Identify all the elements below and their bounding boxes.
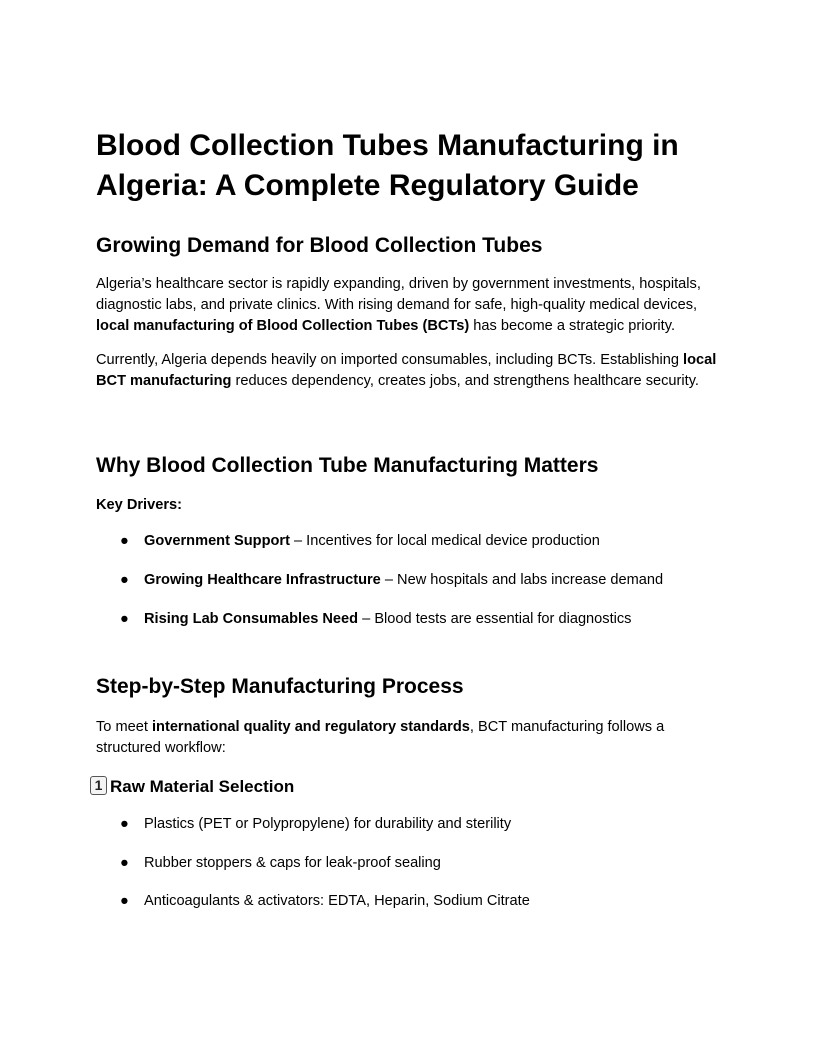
- section-heading-growing-demand: Growing Demand for Blood Collection Tubes: [96, 234, 543, 257]
- bullet-icon: ●: [120, 611, 129, 627]
- section-heading-process: Step-by-Step Manufacturing Process: [96, 675, 464, 698]
- bullet-icon: ●: [120, 572, 129, 588]
- section-heading-why-matters: Why Blood Collection Tube Manufacturing Matters: [96, 454, 599, 477]
- page-title: Blood Collection Tubes Manufacturing in Algeria: A Complete Regulatory Guide: [96, 129, 679, 202]
- key-drivers-label: Key Drivers:: [96, 497, 182, 513]
- paragraph-process-intro: To meet international quality and regulatory standards, BCT manufacturing follows a structured workflow:: [96, 719, 665, 756]
- bullet-icon: ●: [120, 533, 129, 549]
- keycap-number-icon: 1: [90, 776, 107, 795]
- paragraph-healthcare-sector: Algeria’s healthcare sector is rapidly expanding, driven by government investments, hospitals, diagnostic labs, and private clinics. With rising demand for safe, high-quality medical devices, local manufacturing of Blood Collection Tubes (BCTs) has become a strategic priority.: [96, 276, 701, 334]
- bullet-icon: ●: [120, 855, 129, 871]
- bullet-icon: ●: [120, 893, 129, 909]
- bullet-icon: ●: [120, 816, 129, 832]
- paragraph-imports: Currently, Algeria depends heavily on imported consumables, including BCTs. Establishing local BCT manufacturing reduces dependency, creates jobs, and strengthens healthcare security.: [96, 352, 717, 389]
